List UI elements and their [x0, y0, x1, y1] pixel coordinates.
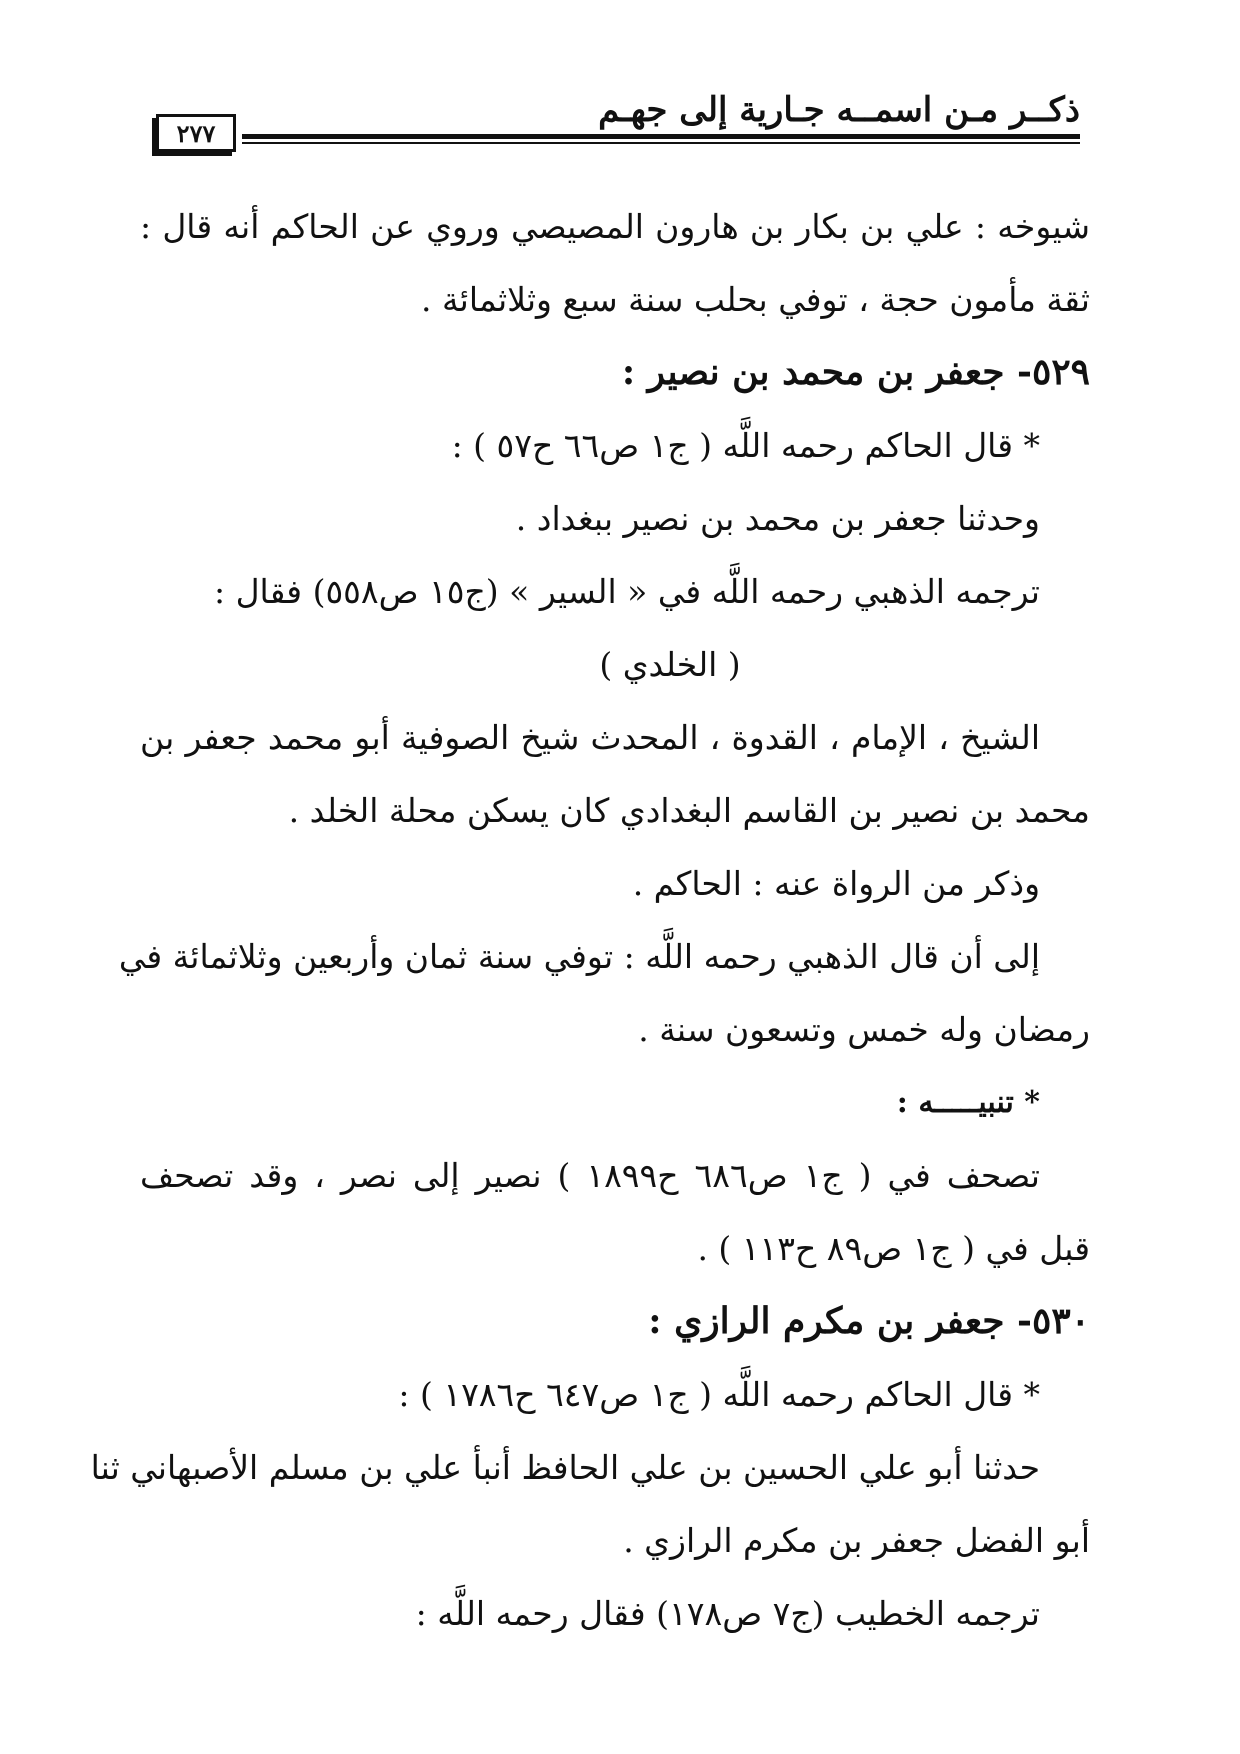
text-line: تصحف في ( ج١ ص٦٨٦ ح١٨٩٩ ) نصير إلى نصر ، وقد تصحف: [140, 1156, 1040, 1195]
text-line: شيوخه : علي بن بكار بن هارون المصيصي وروي عن الحاكم أنه قال :: [140, 207, 1090, 246]
text-line: أبو الفضل جعفر بن مكرم الرازي .: [623, 1521, 1090, 1560]
page-body: [90, 190, 1090, 1650]
text-line: وذكر من الرواة عنه : الحاكم .: [632, 864, 1040, 903]
header-rule: [242, 134, 1080, 139]
text-line: ثقة مأمون حجة ، توفي بحلب سنة سبع وثلاثمائة .: [420, 280, 1090, 319]
text-line: قبل في ( ج١ ص٨٩ ح١١٣ ) .: [697, 1229, 1090, 1268]
text-line: الشيخ ، الإمام ، القدوة ، المحدث شيخ الصوفية أبو محمد جعفر بن: [140, 718, 1040, 757]
header-rule-thin: [242, 142, 1080, 144]
entry-heading: ٥٢٩- جعفر بن محمد بن نصير :: [621, 351, 1090, 393]
note-heading: * تنبيـــــه :: [896, 1085, 1040, 1120]
entry-heading: ٥٣٠- جعفر بن مكرم الرازي :: [648, 1300, 1090, 1342]
text-line: ترجمه الخطيب (ج٧ ص١٧٨) فقال رحمه اللَّه :: [415, 1594, 1040, 1633]
citation-line: * قال الحاكم رحمه اللَّه ( ج١ ص٦٤٧ ح١٧٨٦ ) :: [398, 1375, 1040, 1414]
page-number: ٢٧٧: [156, 114, 236, 152]
text-line: رمضان وله خمس وتسعون سنة .: [638, 1010, 1090, 1049]
page-header: [150, 90, 1080, 150]
text-line: وحدثنا جعفر بن محمد بن نصير ببغداد .: [515, 499, 1040, 538]
text-line: ترجمه الذهبي رحمه اللَّه في « السير » (ج١٥ ص٥٥٨) فقال :: [213, 572, 1040, 611]
running-title: ذكــر مـن اسمــه جـارية إلى جهـم: [598, 90, 1080, 130]
text-line: محمد بن نصير بن القاسم البغدادي كان يسكن محلة الخلد .: [288, 791, 1090, 830]
text-line: إلى أن قال الذهبي رحمه اللَّه : توفي سنة ثمان وأربعين وثلاثمائة في: [118, 937, 1040, 976]
citation-line: * قال الحاكم رحمه اللَّه ( ج١ ص٦٦ ح٥٧ ) :: [451, 426, 1040, 465]
nickname-title: ( الخلدي ): [599, 645, 741, 684]
text-line: حدثنا أبو علي الحسين بن علي الحافظ أنبأ علي بن مسلم الأصبهاني ثنا: [90, 1448, 1040, 1487]
